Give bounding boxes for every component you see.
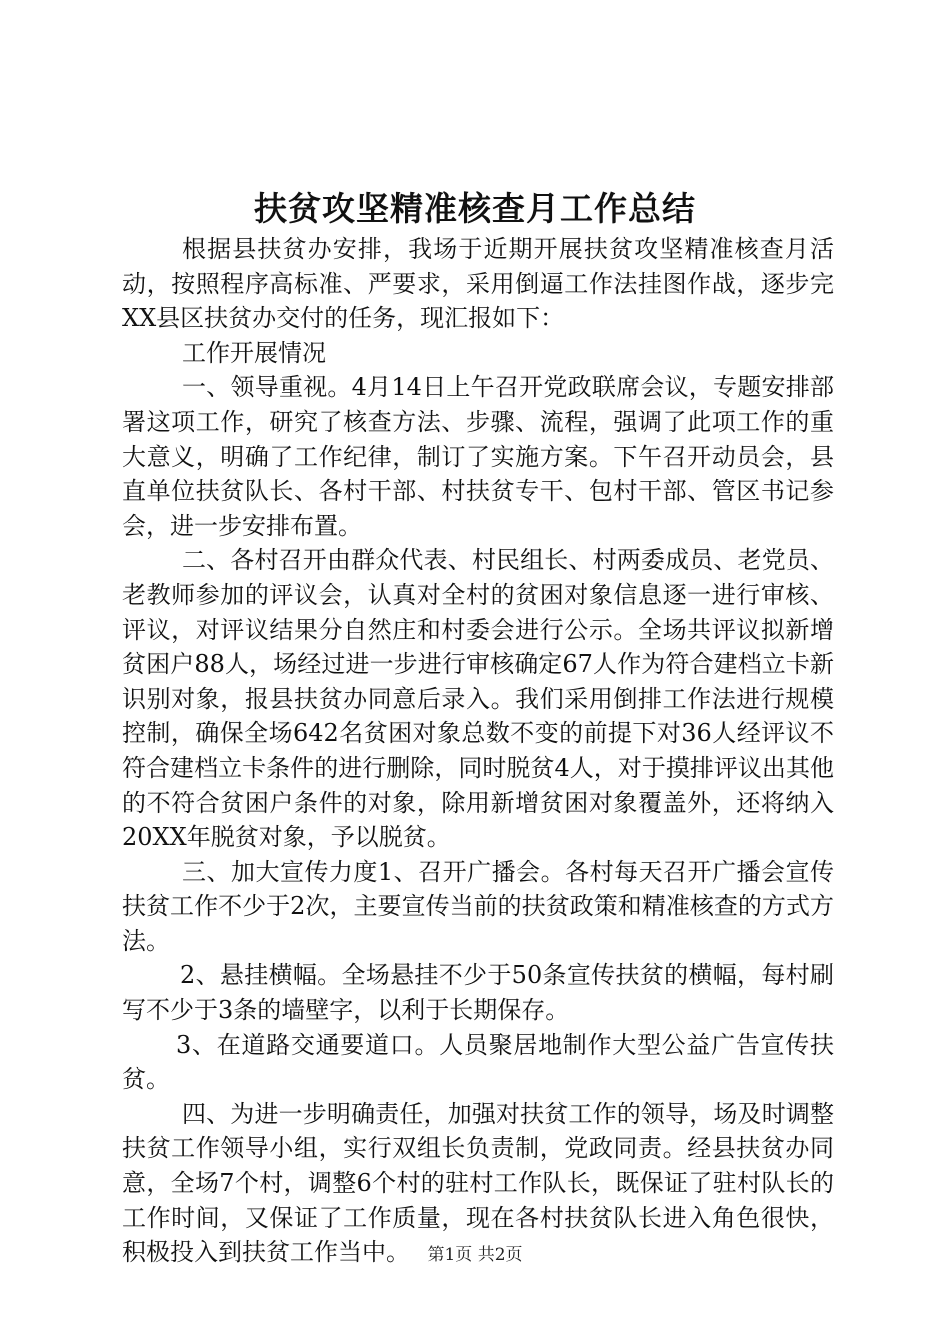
paragraph-banners: 2、悬挂横幅。全场悬挂不少于50条宣传扶贫的横幅，每村刷写不少于3条的墙壁字，以利于长期保存。 — [122, 961, 834, 1025]
paragraph-responsibility: 四、为进一步明确责任，加强对扶贫工作的领导，场及时调整扶贫工作领导小组，实行双组长负责制，党政同责。经县扶贫办同意，全场7个村，调整6个村的驻村工作队长，既保证了驻村队长的工作时间，又保证了工作质量，现在各村扶贫队长进入角色很快，积极投入到扶贫工作当中。 — [122, 1099, 834, 1267]
paragraph-leadership: 一、领导重视。4月14日上午召开党政联席会议，专题安排部署这项工作，研究了核查方法、步骤、流程，强调了此项工作的重大意义，明确了工作纪律，制订了实施方案。下午召开动员会，县直单位扶贫队长、各村干部、村扶贫专干、包村干部、管区书记参会，进一步安排布置。 — [122, 373, 834, 540]
paragraph-review: 二、各村召开由群众代表、村民组长、村两委成员、老党员、老教师参加的评议会，认真对全村的贫困对象信息逐一进行审核、评议，对评议结果分自然庄和村委会进行公示。全场共评议拟新增贫困户88人，场经过进一步进行审核确定67人作为符合建档立卡新识别对象，报县扶贫办同意后录入。我们采用倒排工作法进行规模控制，确保全场642名贫困对象总数不变的前提下对36人经评议不符合建档立卡条件的进行删除，同时脱贫4人，对于摸排评议出其他的不符合贫困户条件的对象，除用新增贫困对象覆盖外，还将纳入20XX年脱贫对象，予以脱贫。 — [122, 546, 834, 852]
intro-paragraph: 根据县扶贫办安排，我场于近期开展扶贫攻坚精准核查月活动，按照程序高标准、严要求，采用倒逼工作法挂图作战，逐步完XX县区扶贫办交付的任务，现汇报如下： — [122, 235, 834, 333]
section-heading: 工作开展情况 — [182, 338, 326, 367]
paragraph-publicity: 三、加大宣传力度1、召开广播会。各村每天召开广播会宣传扶贫工作不少于2次，主要宣传当前的扶贫政策和精准核查的方式方法。 — [122, 857, 834, 955]
page-number-footer: 第1页 共2页 — [427, 1245, 523, 1265]
document-body — [122, 232, 834, 1270]
paragraph-billboards: 3、在道路交通要道口。人员聚居地制作大型公益广告宣传扶贫。 — [122, 1030, 834, 1094]
document-title: 扶贫攻坚精准核查月工作总结 — [254, 189, 696, 228]
